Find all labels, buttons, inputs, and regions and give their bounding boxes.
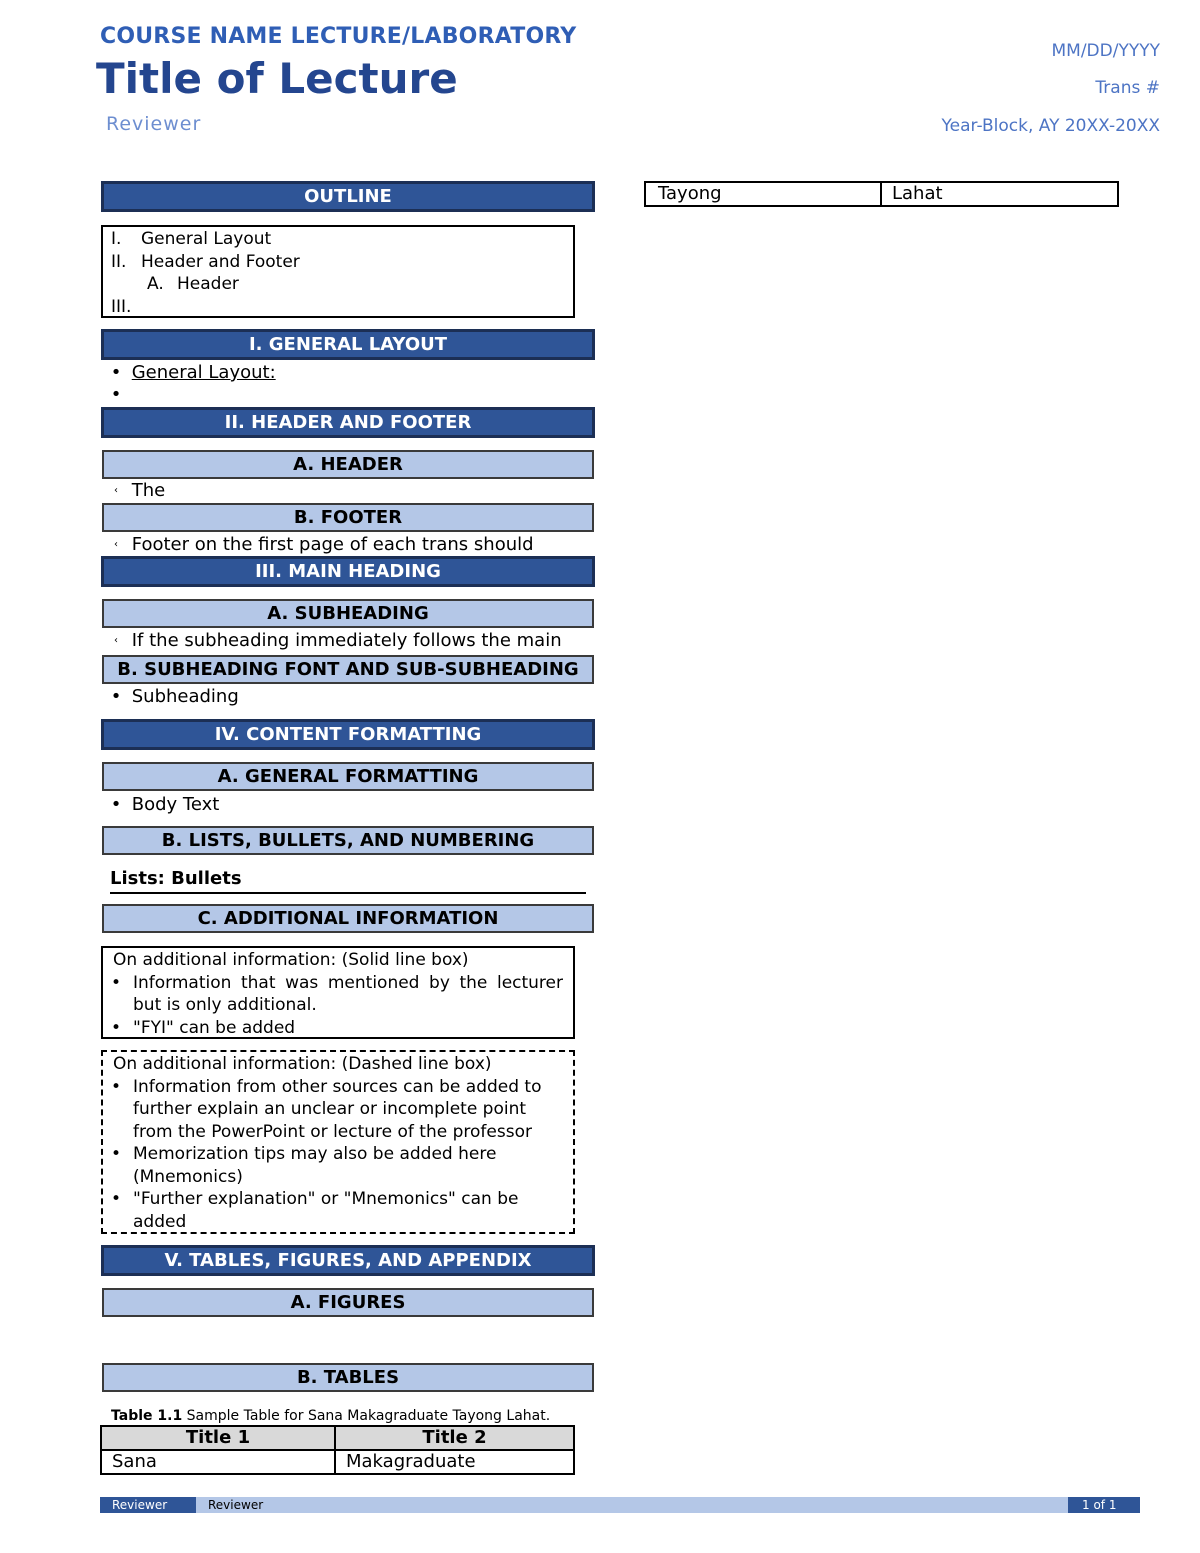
course-name: COURSE NAME LECTURE/LABORATORY <box>100 24 577 49</box>
subheading-lists: B. LISTS, BULLETS, AND NUMBERING <box>102 826 594 855</box>
list-item: • Subheading <box>110 686 239 707</box>
list-item: • <box>110 384 122 405</box>
subheading-additional-info: C. ADDITIONAL INFORMATION <box>102 904 594 933</box>
subheading-header: A. HEADER <box>102 450 594 479</box>
page-number: 1 of 1 <box>1068 1497 1140 1513</box>
date: MM/DD/YYYY <box>1051 41 1160 61</box>
list-item: • Body Text <box>110 794 220 815</box>
subheading-b: B. SUBHEADING FONT AND SUB-SUBHEADING <box>102 655 594 684</box>
subheading-general-formatting: A. GENERAL FORMATTING <box>102 762 594 791</box>
table-row <box>101 1450 574 1474</box>
right-table <box>644 181 1119 207</box>
section-heading-content-formatting: IV. CONTENT FORMATTING <box>101 719 595 750</box>
subheading-tables: B. TABLES <box>102 1363 594 1392</box>
solid-info-box <box>101 946 575 1039</box>
outline-item: A. Header <box>147 274 239 294</box>
list-item: • "Further explanation" or "Mnemonics" can be added <box>111 1189 519 1232</box>
list-item: ‹ If the subheading immediately follows the main <box>114 630 562 651</box>
sample-table <box>100 1425 575 1475</box>
outline-item: III. <box>111 296 132 317</box>
list-item: • General Layout: <box>110 362 276 383</box>
solid-box-title: On additional information: (Solid line box) <box>113 950 469 970</box>
table-header-cell: Title 1 <box>101 1426 335 1450</box>
section-heading-tables-figures: V. TABLES, FIGURES, AND APPENDIX <box>101 1245 595 1276</box>
dashed-box-title: On additional information: (Dashed line box) <box>113 1054 492 1074</box>
subtitle: Reviewer <box>106 113 202 135</box>
section-heading-header-footer: II. HEADER AND FOOTER <box>101 407 595 438</box>
list-item: • Memorization tips may also be added here (Mnemonics) <box>111 1144 497 1187</box>
table-cell: Makagraduate <box>335 1450 574 1474</box>
list-item: • "FYI" can be added <box>111 1017 296 1038</box>
lecture-title: Title of Lecture <box>96 54 458 103</box>
dashed-info-box <box>101 1050 575 1234</box>
right-table-cell: Lahat <box>881 182 1118 206</box>
right-table-cell: Tayong <box>645 182 881 206</box>
list-item: ‹ The <box>114 480 166 501</box>
table-header-cell: Title 2 <box>335 1426 574 1450</box>
outline-box <box>101 225 575 318</box>
footer-left-label: Reviewer <box>100 1497 196 1513</box>
section-heading-main-heading: III. MAIN HEADING <box>101 556 595 587</box>
outline-item: II. Header and Footer <box>111 251 300 272</box>
lists-label: Lists: Bullets <box>110 868 586 894</box>
list-item: ‹ Footer on the first page of each trans should <box>114 534 534 555</box>
outline-item: I. General Layout <box>111 229 272 249</box>
table-caption: Table 1.1 Sample Table for Sana Makagraduate Tayong Lahat. <box>111 1408 551 1424</box>
section-heading-general-layout: I. GENERAL LAYOUT <box>101 329 595 360</box>
trans-number: Trans # <box>1095 78 1160 98</box>
table-cell: Sana <box>101 1450 335 1474</box>
list-item: • Information that was mentioned by the lecturer but is only additional. <box>111 972 563 1015</box>
subheading-a: A. SUBHEADING <box>102 599 594 628</box>
year-block: Year-Block, AY 20XX-20XX <box>941 116 1160 136</box>
subheading-footer: B. FOOTER <box>102 503 594 532</box>
outline-heading: OUTLINE <box>101 181 595 212</box>
footer-mid-label: Reviewer <box>208 1498 264 1512</box>
list-item: • Information from other sources can be added to further explain an unclear or incomplete point from the PowerPoint or lecture of the professor <box>111 1076 542 1142</box>
subheading-figures: A. FIGURES <box>102 1288 594 1317</box>
